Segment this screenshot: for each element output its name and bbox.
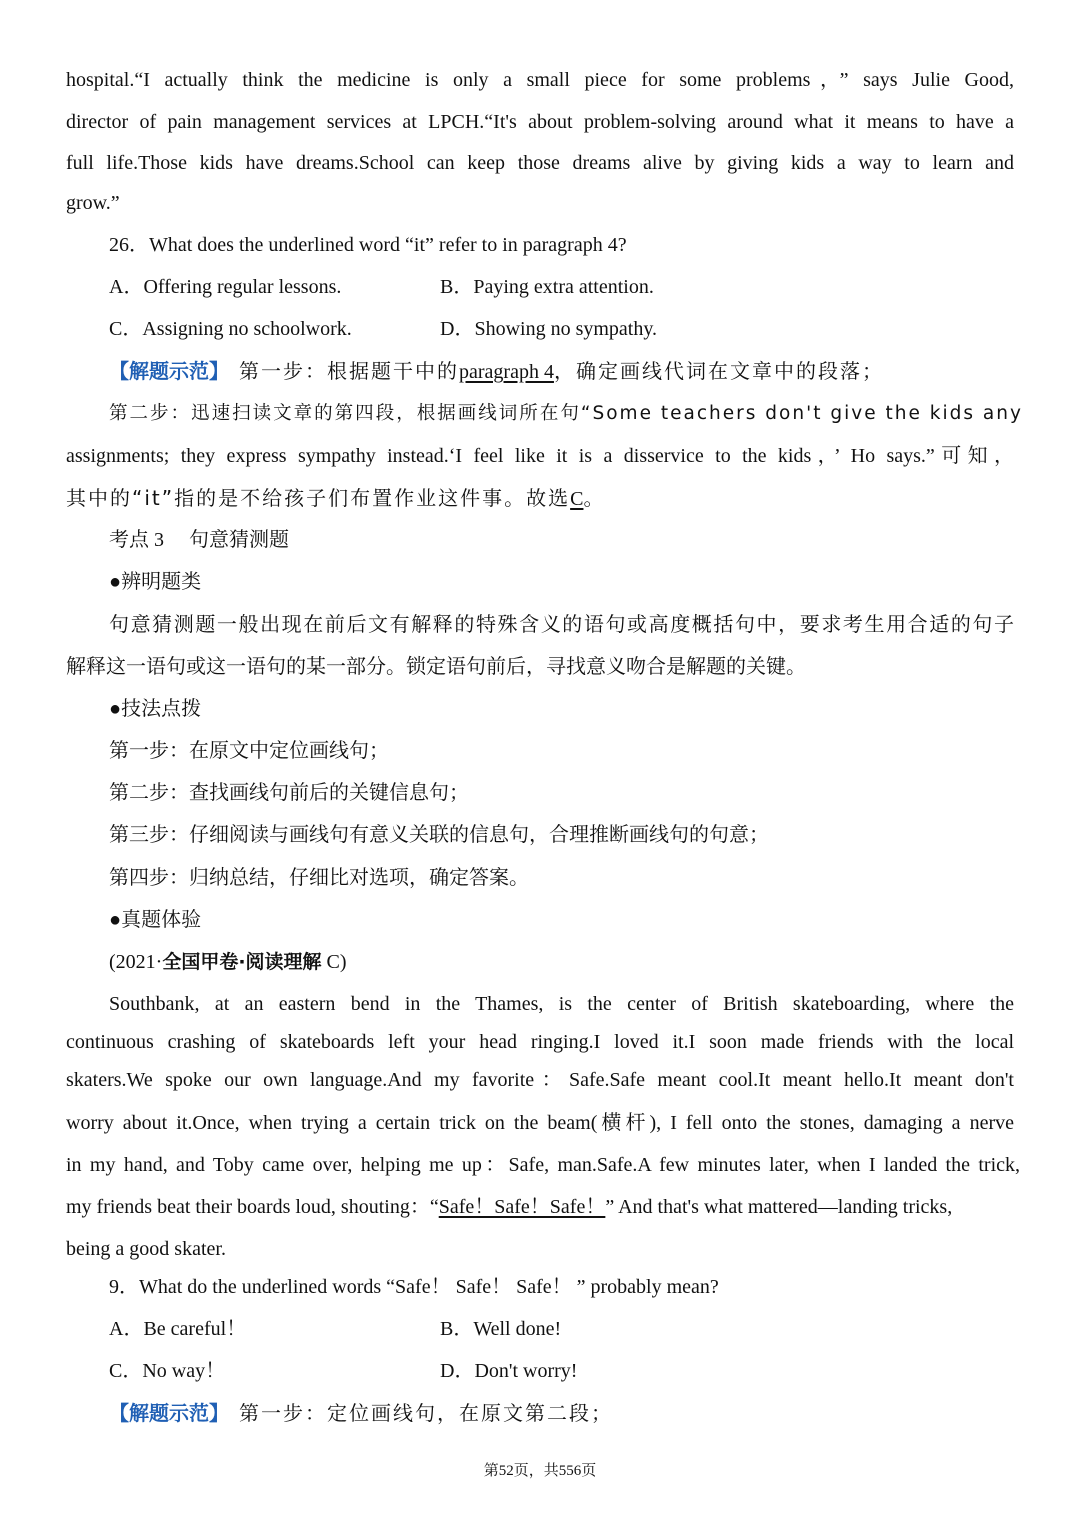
solution-26-step2-line [109, 400, 1023, 428]
passage-text: ” And that's what mattered—landing tricks, [605, 1196, 953, 1218]
question-9-option-a: A．Be careful！ [109, 1318, 247, 1340]
identify-text-line: 句意猜测题一般出现在前后文有解释的特殊含义的语句或高度概括句中，要求考生用合适的句子 [109, 614, 1014, 636]
passage2-line [66, 1193, 1014, 1221]
solution-tag: 【解题示范】 [109, 361, 229, 383]
source-text: C) [321, 951, 347, 973]
underlined-phrase: Safe！Safe！Safe！ [438, 1196, 606, 1218]
passage2-line: Southbank, at an eastern bend in the Thames, is the center of British skateboarding, where the [109, 993, 1014, 1015]
passage1-line: full life.Those kids have dreams.School can keep those dreams alive by giving kids a way to learn and [66, 152, 1014, 174]
tip-step-2: 第二步：查找画线句前后的关键信息句； [109, 782, 469, 804]
tip-step-1: 第一步：在原文中定位画线句； [109, 740, 389, 762]
question-26-option-c: C．Assigning no schoolwork. [109, 318, 352, 340]
question-26-option-b: B．Paying extra attention. [440, 276, 654, 298]
source-text: 全国甲卷·阅读理解 [162, 951, 322, 973]
source-text: (2021· [109, 951, 163, 973]
page-number: 第52页，共556页 [483, 1463, 597, 1479]
passage2-line: worry about it.Once, when trying a certain trick on the beam(横杆), I fell onto the stones, damaging a nerve [66, 1112, 1014, 1134]
tip-step-4: 第四步：归纳总结，仔细比对选项，确定答案。 [109, 867, 529, 889]
solution-26-step2-line [66, 442, 1014, 470]
solution-text: assignments; they express sympathy instead.‘I feel like it is a disservice to the kids，’ Ho says.”可知， [66, 445, 1014, 467]
solution-26-step1 [109, 357, 1014, 385]
solution-9-step1 [109, 1399, 1014, 1427]
question-9-option-b: B．Well done! [440, 1318, 562, 1340]
exam-title: ●真题体验 [109, 909, 202, 931]
question-9-stem: 9．What do the underlined words “Safe！ Safe！ Safe！ ” probably mean? [109, 1276, 719, 1298]
answer-letter: C [570, 488, 584, 510]
passage1-line: hospital.“I actually think the medicine is only a small piece for some problems，” says Julie Good, [66, 69, 1014, 91]
solution-tag: 【解题示范】 [109, 1403, 229, 1425]
passage2-line: in my hand, and Toby came over, helping me up：Safe, man.Safe.A few minutes later, when I landed the trick, [66, 1154, 1020, 1176]
paragraph-reference: paragraph 4 [459, 361, 554, 383]
tips-title: ●技法点拨 [109, 698, 202, 720]
question-26-option-d: D．Showing no sympathy. [440, 318, 658, 340]
passage1-line: director of pain management services at LPCH.“It's about problem-solving around what it means to have a [66, 111, 1014, 133]
solution-text: ，确定画线代词在文章中的段落； [553, 359, 884, 383]
solution-text: 第一步：定位画线句，在原文第二段； [239, 1401, 613, 1425]
source-label [109, 948, 1014, 976]
solution-text: 第二步：迅速扫读文章的第四段，根据画线词所在句“Some teachers don't give the kids any [109, 403, 1023, 424]
question-9-option-c: C．No way！ [109, 1360, 226, 1382]
solution-text: 第一步：根据题干中的 [239, 359, 459, 383]
identify-title: ●辨明题类 [109, 571, 202, 593]
section-heading: 考点 3 句意猜测题 [109, 529, 289, 551]
tip-step-3: 第三步：仔细阅读与画线句有意义关联的信息句，合理推断画线句的句意； [109, 824, 769, 846]
passage2-line: being a good skater. [66, 1238, 226, 1260]
question-9-option-d: D．Don't worry! [440, 1360, 578, 1382]
passage2-line: skaters.We spoke our own language.And my favorite：Safe.Safe meant cool.It meant hello.It meant don't [66, 1069, 1014, 1091]
solution-text: 。 [583, 486, 606, 510]
solution-text: 其中的“it”指的是不给孩子们布置作业这件事。故选 [66, 486, 571, 510]
question-26-option-a: A．Offering regular lessons. [109, 276, 342, 298]
passage2-line: continuous crashing of skateboards left your head ringing.I loved it.I soon made friends with the local [66, 1031, 1014, 1053]
passage-text: my friends beat their boards loud, shouting：“ [66, 1196, 439, 1218]
solution-26-step2-line [66, 484, 1014, 512]
question-26-stem: 26．What does the underlined word “it” refer to in paragraph 4? [109, 234, 627, 256]
identify-text-line: 解释这一语句或这一语句的某一部分。锁定语句前后，寻找意义吻合是解题的关键。 [66, 656, 806, 678]
passage1-line: grow.” [66, 192, 120, 214]
